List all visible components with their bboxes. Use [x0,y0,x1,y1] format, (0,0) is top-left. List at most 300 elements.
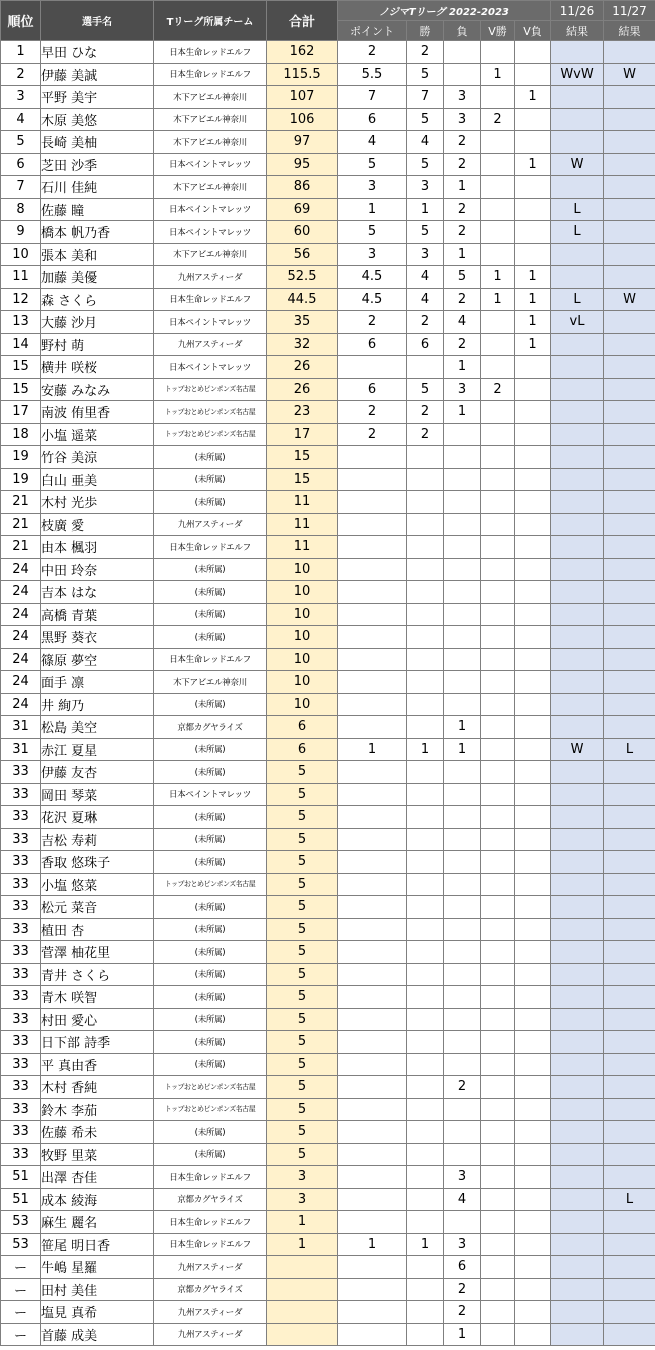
league-vwin [481,513,515,536]
league-loss: 1 [444,243,481,266]
league-win: 1 [407,198,444,221]
league-point: 5.5 [338,63,407,86]
result-1127 [604,536,655,559]
header-rank: 順位 [1,1,41,41]
league-win [407,648,444,671]
player-name: 大藤 沙月 [41,311,154,334]
header-result-1126: 結果 [551,21,604,41]
result-1127 [604,581,655,604]
total-points: 17 [267,423,338,446]
league-vwin [481,1166,515,1189]
result-1127 [604,1256,655,1279]
league-win: 6 [407,333,444,356]
league-vwin [481,86,515,109]
ranking-body [1,41,655,1346]
table-row [1,446,655,469]
total-points: 106 [267,108,338,131]
header-vwin: V勝 [481,21,515,41]
rank-cell: ー [1,1256,41,1279]
header-team: Tリーグ所属チーム [154,1,267,41]
rank-cell: 33 [1,783,41,806]
rank-cell: 33 [1,1076,41,1099]
player-name: 笹尾 明日香 [41,1233,154,1256]
league-vwin [481,716,515,739]
league-vloss [515,513,551,536]
team-name: (未所属) [154,806,267,829]
league-loss: 1 [444,738,481,761]
team-name: トップおとめピンポンズ名古屋 [154,401,267,424]
team-name: 木下アビエル神奈川 [154,176,267,199]
rank-cell: 33 [1,873,41,896]
league-point [338,491,407,514]
league-vwin [481,1323,515,1346]
league-vloss [515,1211,551,1234]
player-name: 首藤 成美 [41,1323,154,1346]
rank-cell: 12 [1,288,41,311]
league-win [407,716,444,739]
player-name: 成本 綾海 [41,1188,154,1211]
league-loss: 2 [444,198,481,221]
league-vwin [481,581,515,604]
total-points: 60 [267,221,338,244]
league-loss: 2 [444,1301,481,1324]
team-name: トップおとめピンポンズ名古屋 [154,1098,267,1121]
player-name: 由本 楓羽 [41,536,154,559]
league-win: 7 [407,86,444,109]
player-name: 花沢 夏琳 [41,806,154,829]
league-point: 2 [338,311,407,334]
league-loss [444,851,481,874]
result-1127 [604,378,655,401]
player-name: 平野 美宇 [41,86,154,109]
total-points: 5 [267,783,338,806]
league-loss [444,693,481,716]
league-vloss [515,221,551,244]
league-win [407,1211,444,1234]
league-vloss [515,41,551,64]
total-points: 6 [267,716,338,739]
result-1127 [604,716,655,739]
team-name: 日本ペイントマレッツ [154,221,267,244]
player-name: 伊藤 友杏 [41,761,154,784]
team-name: 九州アスティーダ [154,333,267,356]
player-name: 野村 萌 [41,333,154,356]
table-row [1,648,655,671]
total-points: 1 [267,1211,338,1234]
result-1126 [551,1143,604,1166]
league-point: 2 [338,401,407,424]
player-name: 井 絢乃 [41,693,154,716]
rank-cell: 33 [1,1121,41,1144]
league-point: 1 [338,1233,407,1256]
league-loss: 3 [444,1166,481,1189]
rank-cell: 24 [1,626,41,649]
rank-cell: 33 [1,851,41,874]
league-point [338,783,407,806]
league-loss [444,1121,481,1144]
team-name: 日本生命レッドエルフ [154,1233,267,1256]
player-name: 早田 ひな [41,41,154,64]
total-points: 15 [267,468,338,491]
league-vwin [481,1301,515,1324]
table-row [1,873,655,896]
league-point: 6 [338,108,407,131]
league-win: 3 [407,243,444,266]
table-row [1,671,655,694]
total-points: 5 [267,1121,338,1144]
league-vwin [481,491,515,514]
player-name: 麻生 麗名 [41,1211,154,1234]
league-point [338,918,407,941]
league-win [407,806,444,829]
total-points: 26 [267,356,338,379]
league-vloss [515,356,551,379]
total-points: 6 [267,738,338,761]
league-point [338,1256,407,1279]
header-total: 合計 [267,1,338,41]
result-1127 [604,86,655,109]
league-loss [444,648,481,671]
table-row [1,1323,655,1346]
result-1127 [604,1053,655,1076]
result-1127 [604,423,655,446]
table-row [1,851,655,874]
league-win [407,1188,444,1211]
team-name: (未所属) [154,581,267,604]
player-name: 平 真由香 [41,1053,154,1076]
league-point [338,626,407,649]
total-points [267,1301,338,1324]
team-name: トップおとめピンポンズ名古屋 [154,873,267,896]
league-loss [444,671,481,694]
league-win [407,513,444,536]
league-win [407,693,444,716]
total-points: 10 [267,626,338,649]
header-point: ポイント [338,21,407,41]
total-points: 23 [267,401,338,424]
league-loss [444,468,481,491]
league-win [407,671,444,694]
result-1127 [604,851,655,874]
league-loss [444,581,481,604]
league-vloss [515,1053,551,1076]
table-row [1,41,655,64]
league-win [407,986,444,1009]
league-vloss [515,491,551,514]
league-win [407,873,444,896]
result-1126 [551,693,604,716]
result-1127 [604,603,655,626]
league-point: 3 [338,243,407,266]
rank-cell: 13 [1,311,41,334]
league-vloss [515,1323,551,1346]
result-1127 [604,558,655,581]
league-point [338,648,407,671]
table-row [1,828,655,851]
table-row [1,738,655,761]
league-vwin [481,356,515,379]
team-name: 日本生命レッドエルフ [154,1166,267,1189]
result-1127 [604,153,655,176]
league-vwin [481,221,515,244]
league-point [338,1098,407,1121]
player-name: 佐藤 瞳 [41,198,154,221]
table-row [1,86,655,109]
league-vwin [481,131,515,154]
result-1126 [551,108,604,131]
table-row [1,603,655,626]
total-points: 5 [267,986,338,1009]
header-vloss: V負 [515,21,551,41]
result-1126 [551,243,604,266]
team-name: (未所属) [154,1008,267,1031]
team-name: トップおとめピンポンズ名古屋 [154,423,267,446]
team-name: (未所属) [154,738,267,761]
league-vloss: 1 [515,153,551,176]
total-points: 5 [267,1008,338,1031]
result-1126: L [551,288,604,311]
result-1126 [551,356,604,379]
result-1127 [604,1031,655,1054]
player-name: 安藤 みなみ [41,378,154,401]
team-name: (未所属) [154,896,267,919]
league-vwin [481,1031,515,1054]
league-win: 1 [407,1233,444,1256]
league-vloss: 1 [515,266,551,289]
result-1127 [604,783,655,806]
league-vwin [481,558,515,581]
result-1127 [604,131,655,154]
league-point [338,873,407,896]
result-1126 [551,1278,604,1301]
league-loss [444,41,481,64]
league-vloss [515,423,551,446]
result-1126 [551,1031,604,1054]
team-name: 京都カグヤライズ [154,1188,267,1211]
league-vwin [481,333,515,356]
league-vwin [481,1211,515,1234]
team-name: (未所属) [154,626,267,649]
player-name: 日下部 詩季 [41,1031,154,1054]
league-vloss [515,1008,551,1031]
header-date-1127: 11/27 [604,1,655,21]
team-name: 木下アビエル神奈川 [154,671,267,694]
rank-cell: 11 [1,266,41,289]
total-points: 32 [267,333,338,356]
rank-cell: 17 [1,401,41,424]
total-points: 5 [267,806,338,829]
league-vloss [515,1278,551,1301]
league-vwin: 1 [481,63,515,86]
league-point [338,446,407,469]
rank-cell: 21 [1,536,41,559]
league-win: 3 [407,176,444,199]
league-loss: 2 [444,333,481,356]
league-loss [444,63,481,86]
team-name: (未所属) [154,1121,267,1144]
total-points: 5 [267,1098,338,1121]
league-win [407,1098,444,1121]
league-win [407,1053,444,1076]
result-1126 [551,1166,604,1189]
player-name: 出澤 杏佳 [41,1166,154,1189]
league-vloss [515,941,551,964]
league-vloss [515,851,551,874]
league-win [407,1143,444,1166]
league-vwin [481,603,515,626]
result-1126 [551,1008,604,1031]
league-point [338,671,407,694]
league-vloss [515,1031,551,1054]
total-points: 5 [267,1053,338,1076]
total-points: 10 [267,603,338,626]
result-1127 [604,626,655,649]
player-name: 面手 凛 [41,671,154,694]
league-win [407,603,444,626]
league-vloss [515,536,551,559]
league-vwin [481,446,515,469]
header-nojima-league: ノジマTリーグ 2022-2023 [338,1,551,21]
league-vwin [481,153,515,176]
player-name: 木村 光歩 [41,491,154,514]
league-loss [444,986,481,1009]
result-1126 [551,1076,604,1099]
league-point [338,941,407,964]
result-1126 [551,783,604,806]
league-point [338,896,407,919]
result-1127 [604,491,655,514]
rank-cell: 7 [1,176,41,199]
league-win [407,851,444,874]
result-1126 [551,581,604,604]
team-name: 九州アスティーダ [154,1301,267,1324]
league-point [338,806,407,829]
player-name: 高橋 青葉 [41,603,154,626]
player-name: 青井 さくら [41,963,154,986]
result-1126 [551,851,604,874]
team-name: 日本生命レッドエルフ [154,41,267,64]
league-loss: 4 [444,1188,481,1211]
league-loss [444,446,481,469]
result-1127 [604,873,655,896]
league-point [338,1053,407,1076]
league-point [338,1076,407,1099]
result-1126: L [551,221,604,244]
team-name: 日本生命レッドエルフ [154,63,267,86]
league-loss: 2 [444,131,481,154]
league-point [338,1323,407,1346]
rank-cell: 19 [1,468,41,491]
total-points: 52.5 [267,266,338,289]
player-name: 横井 咲桜 [41,356,154,379]
league-loss: 3 [444,1233,481,1256]
table-row [1,266,655,289]
league-loss: 1 [444,1323,481,1346]
league-loss [444,783,481,806]
result-1126 [551,603,604,626]
league-vwin [481,828,515,851]
league-vloss: 1 [515,86,551,109]
table-row [1,783,655,806]
league-vloss [515,581,551,604]
result-1127 [604,1211,655,1234]
league-win [407,761,444,784]
player-name: 白山 亜美 [41,468,154,491]
result-1126 [551,1098,604,1121]
team-name: (未所属) [154,558,267,581]
league-vloss [515,693,551,716]
player-name: 篠原 夢空 [41,648,154,671]
total-points: 1 [267,1233,338,1256]
league-loss [444,626,481,649]
result-1126 [551,626,604,649]
result-1126 [551,131,604,154]
league-loss [444,1143,481,1166]
league-win [407,468,444,491]
team-name: 九州アスティーダ [154,1323,267,1346]
table-row [1,716,655,739]
player-name: 加藤 美優 [41,266,154,289]
league-vwin [481,41,515,64]
result-1127 [604,1323,655,1346]
league-loss [444,558,481,581]
rank-cell: 24 [1,693,41,716]
player-name: 黒野 葵衣 [41,626,154,649]
result-1126 [551,176,604,199]
total-points: 5 [267,941,338,964]
total-points: 56 [267,243,338,266]
league-point: 3 [338,176,407,199]
team-name: (未所属) [154,941,267,964]
player-name: 牧野 里菜 [41,1143,154,1166]
rank-cell: 8 [1,198,41,221]
result-1126 [551,1188,604,1211]
team-name: (未所属) [154,828,267,851]
team-name: (未所属) [154,693,267,716]
rank-cell: 3 [1,86,41,109]
result-1127 [604,401,655,424]
rank-cell: 53 [1,1233,41,1256]
table-row [1,491,655,514]
league-vloss [515,1233,551,1256]
result-1126 [551,671,604,694]
league-vwin [481,738,515,761]
result-1127 [604,108,655,131]
league-loss: 3 [444,86,481,109]
total-points: 115.5 [267,63,338,86]
table-row [1,378,655,401]
result-1126 [551,963,604,986]
total-points: 44.5 [267,288,338,311]
result-1126: W [551,738,604,761]
league-win: 5 [407,378,444,401]
total-points: 3 [267,1166,338,1189]
rank-cell: 33 [1,1031,41,1054]
table-row [1,558,655,581]
total-points: 5 [267,896,338,919]
rank-cell: 9 [1,221,41,244]
result-1127 [604,918,655,941]
player-name: 小塩 悠菜 [41,873,154,896]
league-win [407,558,444,581]
league-loss: 3 [444,378,481,401]
result-1126 [551,986,604,1009]
league-vwin [481,963,515,986]
total-points [267,1323,338,1346]
league-vloss [515,963,551,986]
league-win [407,446,444,469]
league-vwin: 2 [481,108,515,131]
